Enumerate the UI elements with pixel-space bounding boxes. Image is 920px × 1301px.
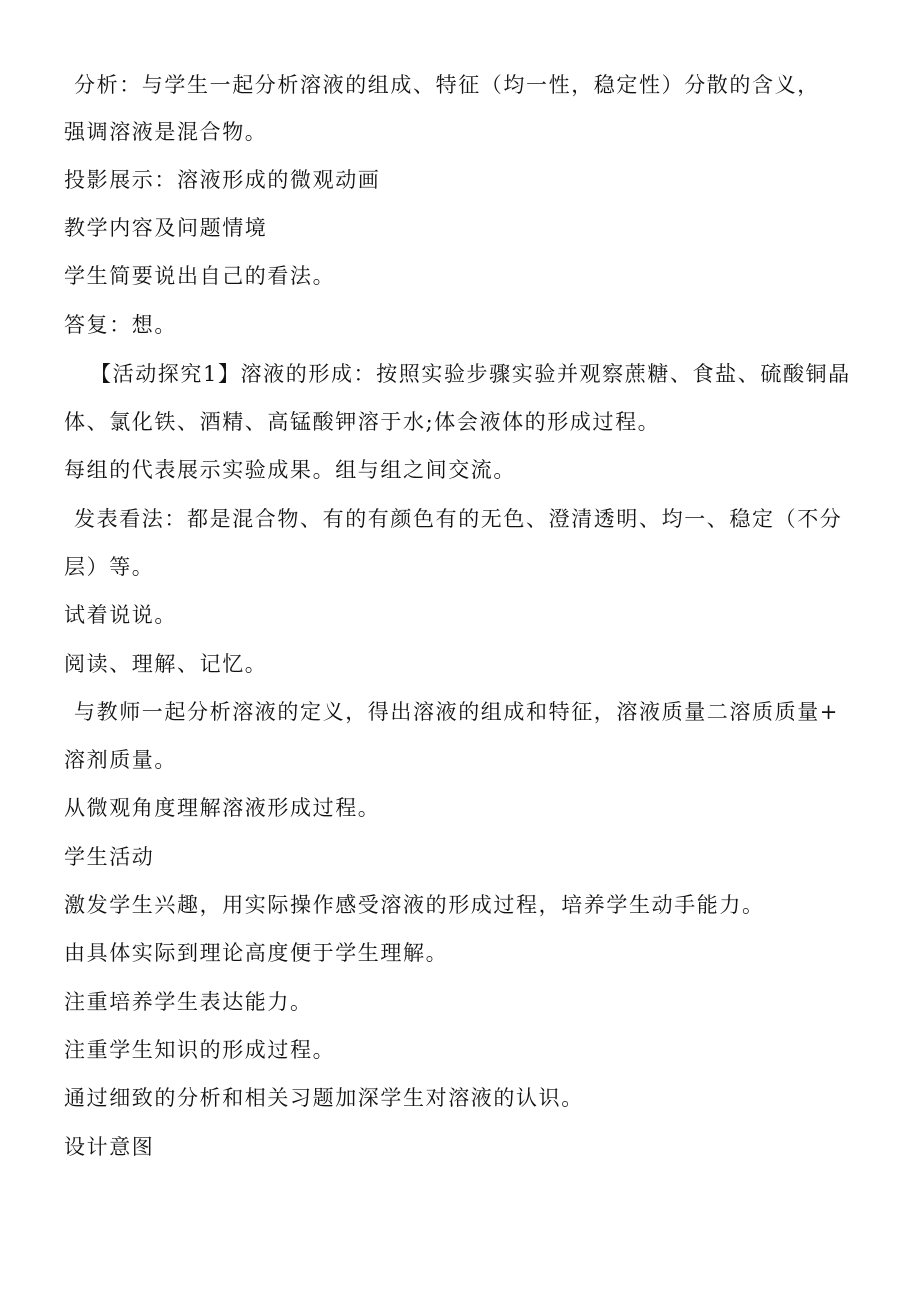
paragraph-expression: 注重培养学生表达能力。 xyxy=(64,990,313,1014)
paragraph-group-results: 每组的代表展示实验成果。组与组之间交流。 xyxy=(64,458,516,482)
paragraph-micro-view: 从微观角度理解溶液形成过程。 xyxy=(64,796,381,820)
paragraph-try-saying: 试着说说。 xyxy=(64,603,177,627)
paragraph-answer: 答复：想。 xyxy=(64,313,177,337)
paragraph-activity-line-2: 体、氯化铁、酒精、高锰酸钾溶于水;体会液体的形成过程。 xyxy=(64,410,661,434)
paragraph-opinions-line-1: 发表看法：都是混合物、有的有颜色有的无色、澄清透明、均一、稳定（不分 xyxy=(74,507,843,531)
paragraph-student-views: 学生简要说出自己的看法。 xyxy=(64,264,336,288)
heading-teaching-content: 教学内容及问题情境 xyxy=(64,216,268,240)
paragraph-opinions-line-2: 层）等。 xyxy=(64,555,155,579)
paragraph-projection: 投影展示：溶液形成的微观动画 xyxy=(64,168,381,192)
heading-student-activity: 学生活动 xyxy=(64,845,155,869)
paragraph-read-understand: 阅读、理解、记忆。 xyxy=(64,652,268,676)
paragraph-definition-line-2: 溶剂质量。 xyxy=(64,748,177,772)
paragraph-theory: 由具体实际到理论高度便于学生理解。 xyxy=(64,941,449,965)
paragraph-analysis-line-2: 强调溶液是混合物。 xyxy=(64,120,268,144)
heading-design-intent: 设计意图 xyxy=(64,1135,155,1159)
paragraph-interest: 激发学生兴趣，用实际操作感受溶液的形成过程，培养学生动手能力。 xyxy=(64,893,765,917)
paragraph-analysis-line-1: 分析：与学生一起分析溶液的组成、特征（均一性，稳定性）分散的含义， xyxy=(74,73,820,97)
paragraph-activity-line-1: 【活动探究1】溶液的形成：按照实验步骤实验并观察蔗糖、食盐、硫酸铜晶 xyxy=(90,362,851,386)
paragraph-exercises: 通过细致的分析和相关习题加深学生对溶液的认识。 xyxy=(64,1086,584,1110)
paragraph-definition-line-1: 与教师一起分析溶液的定义，得出溶液的组成和特征，溶液质量二溶质质量+ xyxy=(74,700,839,724)
paragraph-knowledge-formation: 注重学生知识的形成过程。 xyxy=(64,1038,336,1062)
